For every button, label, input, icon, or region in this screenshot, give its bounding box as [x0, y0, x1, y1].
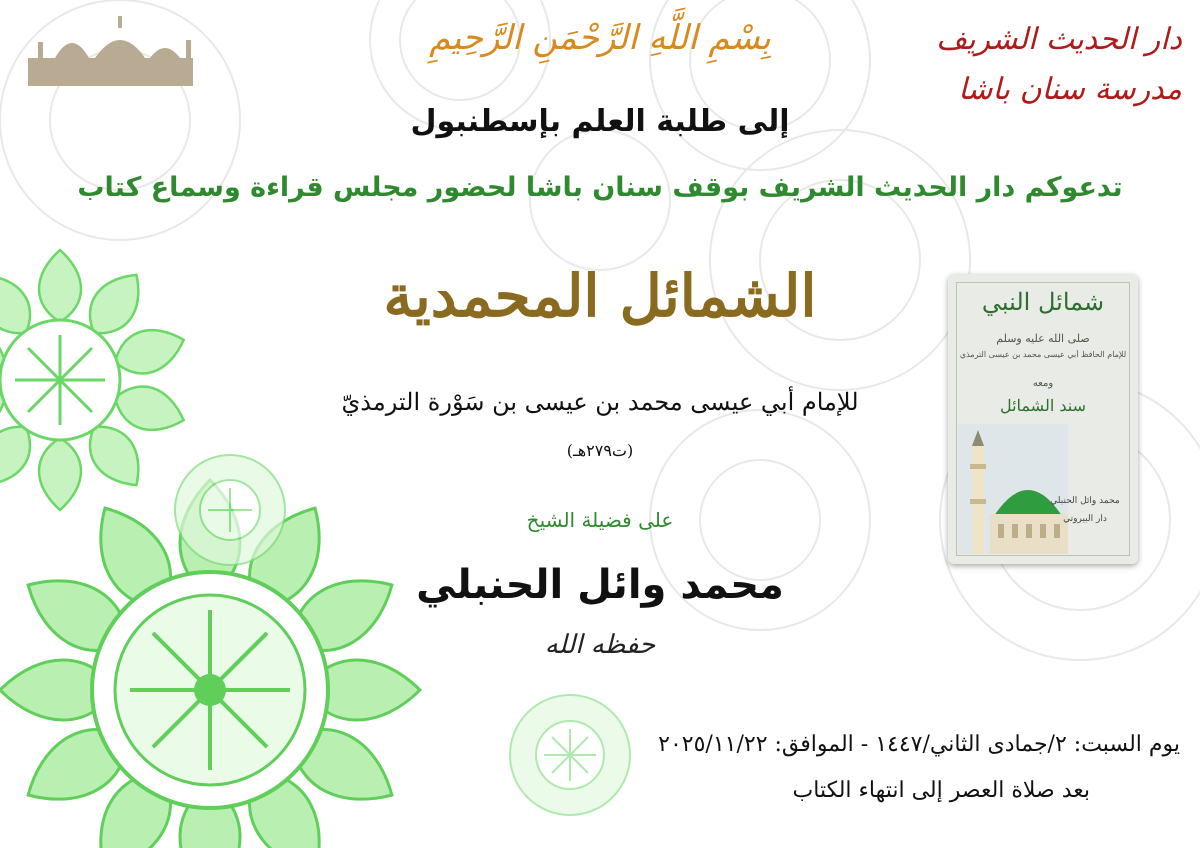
teacher-honorific: حفظه الله [544, 630, 656, 660]
mosque-dome-illustration [958, 424, 1068, 554]
cover-with: ومعه [1032, 378, 1054, 389]
green-mandala-small-1 [175, 455, 285, 565]
cover-publisher-1: محمد وائل الحنبلي [1050, 496, 1120, 506]
cover-title: شمائل النبي [981, 288, 1105, 316]
cover-salutation: صلى الله عليه وسلم [996, 332, 1090, 345]
teacher-label: على فضيلة الشيخ [526, 508, 674, 532]
cover-author-line: للإمام الحافظ أبي عيسى محمد بن عيسى الترمذي [959, 350, 1127, 359]
skyline-silhouette [28, 16, 193, 86]
madrasa-logo [936, 22, 1192, 132]
session-time: بعد صلاة العصر إلى انتهاء الكتاب [792, 778, 1090, 803]
invitation-line: تدعوكم دار الحديث الشريف بوقف سنان باشا لحضور مجلس قراءة وسماع كتاب [77, 172, 1123, 203]
cover-second-title: سند الشمائل [999, 396, 1086, 415]
book-author: للإمام أبي عيسى محمد بن عيسى بن سَوْرة الترمذيّ [341, 388, 859, 416]
green-mandala-medium [0, 250, 190, 510]
book-title: الشمائل المحمدية [383, 262, 817, 330]
basmala-heading: بِسْمِ اللَّهِ الرَّحْمَنِ الرَّحِيمِ [429, 18, 771, 58]
teacher-name: محمد وائل الحنبلي [416, 562, 784, 608]
author-death-year: (ت٢٧٩هـ) [566, 441, 634, 460]
session-date: يوم السبت: ٢/جمادى الثاني/١٤٤٧ - الموافق: ٢٠٢٥/١١/٢٢ [658, 732, 1180, 757]
logo-line-2: مدرسة سنان باشا [958, 72, 1182, 107]
audience-line: إلى طلبة العلم بإسطنبول [410, 104, 790, 139]
cover-publisher-2: دار البيروتي [1063, 514, 1107, 524]
book-cover-image [948, 274, 1138, 564]
green-mandala-small-2 [510, 695, 630, 815]
logo-line-1: دار الحديث الشريف [936, 22, 1182, 57]
